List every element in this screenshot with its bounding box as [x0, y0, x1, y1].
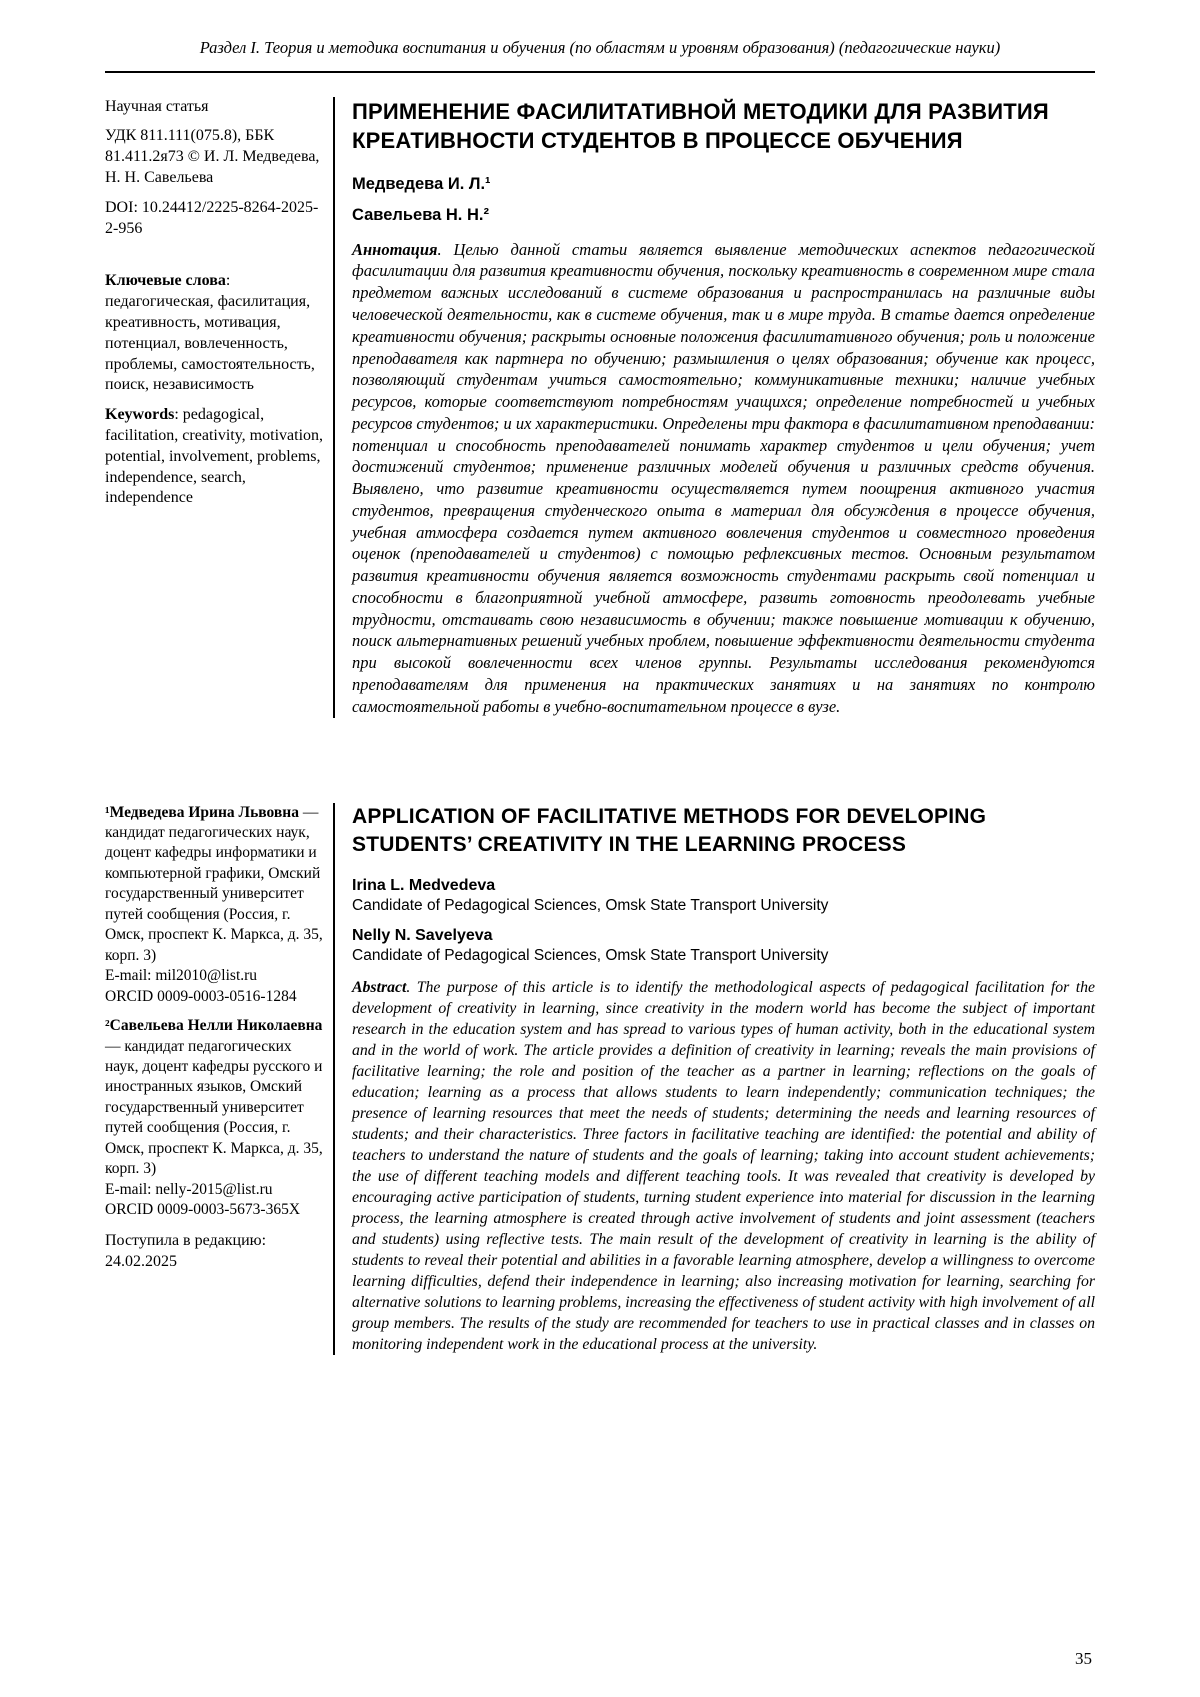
keywords-ru: [105, 271, 327, 396]
author-en-2-affiliation: Candidate of Pedagogical Sciences, Omsk State Transport University: [352, 947, 829, 965]
abstract-en-text: . The purpose of this article is to identify the methodological aspects of pedagogical facilitation for the development of creativity in learning, since creativity in the modern world has become the subject of important research in the education system and has spread to various types of human activity, both in the educational system and in the world of work. The article provides a definition of creativity in learning; reveals the main provisions of facilitative learning; the role and position of the teacher as a partner in learning; reflections on the goals of education; learning as a process that allows students to learn independently; communication techniques; the presence of learning resources that meet the needs of students; determining the needs and learning resources of students; and their characteristics. Three factors in facilitative teaching are identified: the potential and ability of teachers to understand the nature of students and the goals of learning; taking into account student achievements; the use of different teaching models and different teaching tools. It was revealed that creativity is developed by encouraging active participation of students, turning student experience into material for discussion in the learning process, the learning atmosphere is created through active involvement of students and joint assessment (teachers and students) using reflective tests. The main result of the development of creativity in learning is the ability of students to reveal their potential and abilities in a favorable learning atmosphere, develop a willingness to overcome learning difficulties, defend their independence in learning; also increasing motivation for learning, searching for alternative solutions to learning problems, increasing the effectiveness of student activity with high involvement of all group members. The results of the study are recommended for teachers to use in practical classes and in classes on monitoring independent work in the educational process at the university.: [352, 979, 1095, 1354]
author-en-1-name: Irina L. Medvedeva: [352, 877, 496, 895]
abstract-ru-label: Аннотация: [352, 239, 438, 259]
keywords-en: [105, 405, 327, 509]
section-russian: [105, 97, 1095, 718]
keywords-en-label: Keywords: [105, 406, 175, 424]
footnotes-column: [105, 803, 333, 1282]
abstract-ru-text: . Целью данной статьи является выявление методических аспектов педагогической фасилитации для развития креативности обучения, поскольку креативность в современном мире стала предметом важных исследований в системе образования и распространилась на различные виды человеческой деятельности, как в системе обучения, так и в мире труда. В статье дается определение креативности обучения; раскрыты основные положения фасилитативного обучения; роль и положение преподавателя как партнера по обучению; размышления о целях образования; обучение как процесс, позволяющий студентам учиться самостоятельно; коммуникативные техники; наличие учебных ресурсов, которые соответствуют потребностям учащихся; определение потребностей и учебных ресурсов студентов; и их характеристики. Определены три фактора в фасилитативном преподавании: потенциал и способность преподавателей понимать характер студентов и цели обучения; учет достижений студентов; применение различных моделей обучения и различных средств обучения. Выявлено, что развитие креативности осуществляется путем поощрения активного участия студентов, превращения студенческого опыта в материал для обсуждения в процессе обучения, учебная атмосфера создается путем активного вовлечения студентов и совместного проведения оценок (преподавателей и студентов) с помощью рефлексивных тестов. Основным результатом развития креативности обучения является возможность студентами раскрыть свой потенциал и способности в благоприятной учебной атмосфере, развить готовность преодолевать учебные трудности, отстаивать свою независимость в обучении; также повышение мотивации к обучению, поиск альтернативных решений учебных проблем, повышение эффективности деятельности студента при высокой вовлеченности всех членов группы. Результаты исследования рекомендуются преподавателям для применения на практических занятиях и на занятиях по контролю самостоятельной работы в учебно-воспитательном процессе в вузе.: [352, 239, 1095, 716]
footnote-2-name: ²Савельева Нелли Николаевна: [105, 1017, 323, 1035]
english-article-column: [333, 803, 1095, 1356]
page-number: 35: [1075, 1649, 1092, 1668]
footnote-1-name: ¹Медведева Ирина Львовна: [105, 803, 299, 821]
author-ru-1: Медведева И. Л.¹: [352, 174, 491, 193]
article-type: Научная статья: [105, 97, 209, 115]
received-date: 24.02.2025: [105, 1253, 177, 1271]
author-en-2-name: Nelly N. Savelyeva: [352, 927, 493, 945]
article-title-ru: ПРИМЕНЕНИЕ ФАСИЛИТАТИВНОЙ МЕТОДИКИ ДЛЯ РАЗВИТИЯ КРЕАТИВНОСТИ СТУДЕНТОВ В ПРОЦЕССЕ ОБУЧЕНИЯ: [352, 98, 1049, 153]
keywords-ru-text: : педагогическая, фасилитация, креативность, мотивация, потенциал, вовлеченность, проблемы, самостоятельность, поиск, независимость: [105, 272, 315, 394]
meta-column: [105, 97, 333, 519]
section-english: [105, 803, 1095, 1356]
abstract-ru: [352, 239, 1095, 718]
abstract-en: [352, 977, 1095, 1355]
keywords-ru-label: Ключевые слова: [105, 272, 226, 290]
received-label: Поступила в редакцию:: [105, 1231, 267, 1249]
footnote-1-orcid: ORCID 0009-0003-0516-1284: [105, 987, 297, 1005]
footnote-1-text: — кандидат педагогических наук, доцент кафедры информатики и компьютерной графики, Омский государственный университет путей сообщения (Россия, г. Омск, проспект К. Маркса, д. 35, корп. 3): [105, 803, 323, 964]
author-en-1-affiliation: Candidate of Pedagogical Sciences, Omsk State Transport University: [352, 897, 829, 915]
footnote-author-1: [105, 803, 327, 1008]
footnote-2-text: — кандидат педагогических наук, доцент кафедры русского и иностранных языков, Омский государственный университет путей сообщения (Россия, г. Омск, проспект К. Маркса, д. 35, корп. 3): [105, 1037, 323, 1178]
footnote-2-email: E-mail: nelly-2015@list.ru: [105, 1180, 273, 1198]
running-header: Раздел I. Теория и методика воспитания и обучения (по областям и уровням образования) (педагогические науки): [199, 38, 1001, 57]
footnote-author-2: [105, 1016, 327, 1221]
abstract-en-label: Abstract: [352, 979, 407, 997]
footnote-1-email: E-mail: mil2010@list.ru: [105, 967, 258, 985]
keywords-en-text: : pedagogical, facilitation, creativity, motivation, potential, involvement, problems, independence, search, independence: [105, 406, 324, 507]
doi-line: DOI: 10.24412/2225-8264-2025-2-956: [105, 198, 319, 237]
header-rule: [105, 71, 1095, 73]
received-note: [105, 1230, 327, 1273]
article-title-en: APPLICATION OF FACILITATIVE METHODS FOR DEVELOPING STUDENTS’ CREATIVITY IN THE LEARNING PROCESS: [352, 804, 987, 856]
udk-line: УДК 811.111(075.8), ББК 81.411.2я73 © И. Л. Медведева, Н. Н. Савельева: [105, 127, 320, 187]
author-ru-2: Савельева Н. Н.²: [352, 205, 489, 224]
russian-article-column: [333, 97, 1095, 718]
footnote-2-orcid: ORCID 0009-0003-5673-365X: [105, 1201, 301, 1219]
